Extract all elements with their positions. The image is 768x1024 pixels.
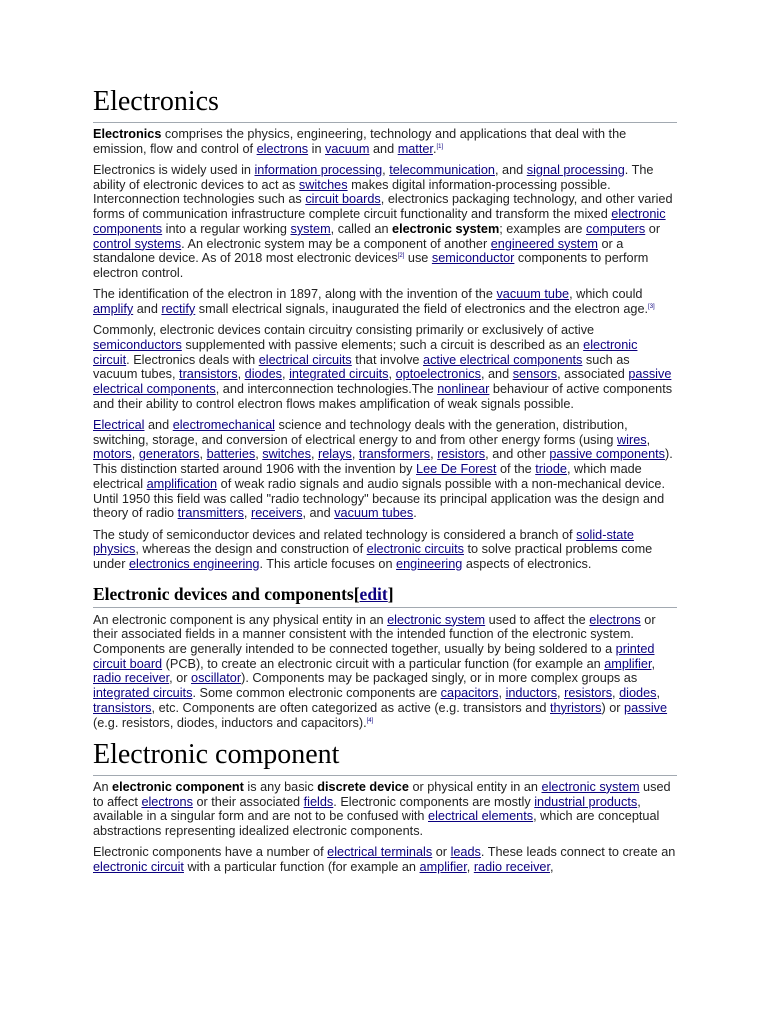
link-amplification[interactable]: amplification bbox=[146, 476, 218, 491]
article-content bbox=[93, 84, 677, 881]
link-active-electrical-components[interactable]: active electrical components bbox=[423, 352, 583, 367]
bold-term: electronic component bbox=[112, 779, 244, 794]
paragraph-intro: Electronics comprises the physics, engineering, technology and applications that deal with the emission, flow and control of electrons in vacuum and matter.[1] bbox=[93, 127, 627, 156]
reference-3[interactable]: [3] bbox=[648, 303, 655, 310]
link-batteries[interactable]: batteries bbox=[206, 447, 256, 462]
link-generators[interactable]: generators bbox=[138, 447, 200, 462]
link-lee-de-forest[interactable]: Lee De Forest bbox=[416, 462, 497, 477]
link-inductors[interactable]: inductors bbox=[505, 686, 558, 701]
reference-1[interactable]: [1] bbox=[436, 143, 444, 150]
link-engineered-system[interactable]: engineered system bbox=[490, 236, 598, 251]
paragraph-circuitry: Commonly, electronic devices contain circuitry consisting primarily or exclusively of active semiconductors supplemented with passive elements; such a circuit is described as an electronic circuit. Electronics deals with electrical circuits that involve active electrical components such as vacuum tubes, transistors, diodes, integrated circuits, optoelectronics, and sensors, associated passive electrical components, and interconnection technologies.The nonlinear behaviour of active components and their ability to control electron flows makes amplification of weak signals possible. bbox=[93, 323, 673, 411]
link-resistors[interactable]: resistors bbox=[437, 447, 486, 462]
link-optoelectronics[interactable]: optoelectronics bbox=[395, 367, 481, 382]
link-switches[interactable]: switches bbox=[262, 447, 311, 462]
link-diodes[interactable]: diodes bbox=[619, 686, 657, 701]
link-electronic-system[interactable]: electronic system bbox=[387, 612, 486, 627]
link-rectify[interactable]: rectify bbox=[161, 301, 196, 316]
paragraph-components: An electronic component is any physical entity in an electronic system used to affect the electrons or their associated fields in a manner consistent with the intended function of the electronic system. Components are generally intended to be connected together, usually by being soldered to a printed circuit board (PCB), to create an electronic circuit with a particular function (for example an amplifier, radio receiver, or oscillator). Components may be packaged singly, or in more complex groups as integrated circuits. Some common electronic components are capacitors, inductors, resistors, diodes, transistors, etc. Components are often categorized as active (e.g. transistors and thyristors) or passive (e.g. resistors, diodes, inductors and capacitors).[4] bbox=[93, 612, 668, 730]
link-information-processing[interactable]: information processing bbox=[254, 163, 383, 177]
link-printed-circuit-board[interactable]: printed circuit board bbox=[93, 642, 655, 671]
link-semiconductor[interactable]: semiconductor bbox=[431, 251, 515, 266]
link-transmitters[interactable]: transmitters bbox=[177, 506, 244, 521]
link-diodes[interactable]: diodes bbox=[244, 367, 283, 382]
paragraph-study: The study of semiconductor devices and related technology is considered a branch of solid-state physics, whereas the design and construction of electronic circuits to solve practical problems come under electronics engineering. This article focuses on engineering aspects of electronics. bbox=[93, 527, 653, 571]
link-electrons[interactable]: electrons bbox=[256, 141, 309, 156]
link-electrical-terminals[interactable]: electrical terminals bbox=[327, 845, 433, 860]
link-semiconductors[interactable]: semiconductors bbox=[93, 337, 182, 352]
link-fields[interactable]: fields bbox=[303, 794, 334, 809]
link-electronics-engineering[interactable]: electronics engineering bbox=[128, 556, 260, 571]
link-radio-receiver[interactable]: radio receiver bbox=[93, 671, 170, 686]
link-integrated-circuits[interactable]: integrated circuits bbox=[93, 686, 193, 701]
link-system[interactable]: system bbox=[290, 221, 331, 236]
link-triode[interactable]: triode bbox=[535, 462, 567, 477]
link-engineering[interactable]: engineering bbox=[396, 556, 463, 571]
link-wires[interactable]: wires bbox=[616, 432, 647, 447]
second-title: Electronic component bbox=[93, 737, 677, 776]
link-oscillator[interactable]: oscillator bbox=[191, 671, 242, 686]
link-passive-electrical-components[interactable]: passive electrical components bbox=[93, 367, 672, 397]
link-motors[interactable]: motors bbox=[93, 447, 132, 462]
paragraph-electrical: Electrical and electromechanical science and technology deals with the generation, distribution, switching, storage, and conversion of electrical energy to and from other energy forms (using wires, motors, generators, batteries, switches, relays, transformers, resistors, and other passive components). This distinction started around 1906 with the invention by Lee De Forest of the triode, which made electrical amplification of weak radio signals and audio signals possible with a non-mechanical device. Until 1950 this field was called "radio technology" because its principal application was the design and theory of radio transmitters, receivers, and vacuum tubes. bbox=[93, 418, 673, 521]
link-integrated-circuits[interactable]: integrated circuits bbox=[289, 367, 389, 382]
link-relays[interactable]: relays bbox=[318, 447, 352, 462]
link-circuit-boards[interactable]: circuit boards bbox=[305, 192, 381, 207]
link-control-systems[interactable]: control systems bbox=[93, 236, 182, 251]
link-electromechanical[interactable]: electromechanical bbox=[172, 418, 275, 433]
link-signal-processing[interactable]: signal processing bbox=[526, 163, 625, 177]
link-matter[interactable]: matter bbox=[397, 141, 433, 156]
link-industrial-products[interactable]: industrial products bbox=[534, 794, 638, 809]
link-passive-components[interactable]: passive components bbox=[549, 447, 665, 462]
link-electronic-circuit[interactable]: electronic circuit bbox=[93, 859, 184, 874]
link-electrons[interactable]: electrons bbox=[589, 612, 641, 627]
link-electronic-components[interactable]: electronic components bbox=[93, 207, 666, 236]
link-electrons[interactable]: electrons bbox=[141, 794, 193, 809]
edit-link[interactable]: edit bbox=[359, 583, 388, 604]
link-nonlinear[interactable]: nonlinear bbox=[437, 382, 490, 397]
link-amplify[interactable]: amplify bbox=[93, 301, 134, 316]
link-resistors[interactable]: resistors bbox=[564, 686, 613, 701]
link-capacitors[interactable]: capacitors bbox=[440, 686, 499, 701]
reference-2[interactable]: [2] bbox=[397, 252, 405, 259]
bold-term: electronic system bbox=[392, 221, 500, 236]
bold-term: Electronics bbox=[93, 127, 162, 141]
link-transistors[interactable]: transistors bbox=[93, 700, 152, 715]
link-transformers[interactable]: transformers bbox=[358, 447, 431, 462]
section-heading: Electronic devices and components[edit] bbox=[93, 582, 677, 608]
link-solid-state-physics[interactable]: solid-state physics bbox=[93, 527, 634, 557]
link-thyristors[interactable]: thyristors bbox=[550, 700, 602, 715]
link-vacuum-tube[interactable]: vacuum tube bbox=[496, 287, 570, 302]
link-amplifier[interactable]: amplifier bbox=[419, 859, 467, 874]
link-electrical-circuits[interactable]: electrical circuits bbox=[258, 352, 352, 367]
link-leads[interactable]: leads bbox=[450, 845, 481, 860]
link-receivers[interactable]: receivers bbox=[250, 506, 303, 521]
paragraph-terminals: Electronic components have a number of electrical terminals or leads. These leads connect to create an electronic circuit with a particular function (for example an amplifier, radio receiver, bbox=[93, 845, 676, 874]
link-sensors[interactable]: sensors bbox=[512, 367, 558, 382]
link-electrical[interactable]: Electrical bbox=[93, 418, 145, 433]
paragraph-history: The identification of the electron in 1897, along with the invention of the vacuum tube, which could amplify and rectify small electrical signals, inaugurated the field of electronics and the electron age.[3] bbox=[93, 287, 655, 316]
link-telecommunication[interactable]: telecommunication bbox=[389, 163, 495, 177]
paragraph-component-definition: An electronic component is any basic discrete device or physical entity in an electronic system used to affect electrons or their associated fields. Electronic components are mostly industrial products, available in a singular form and are not to be confused with electrical elements, which are conceptual abstractions representing idealized electronic components. bbox=[93, 779, 671, 838]
reference-4[interactable]: [4] bbox=[366, 717, 374, 724]
link-amplifier[interactable]: amplifier bbox=[604, 656, 652, 671]
link-vacuum[interactable]: vacuum bbox=[325, 141, 370, 156]
link-computers[interactable]: computers bbox=[586, 221, 646, 236]
link-switches[interactable]: switches bbox=[298, 177, 348, 192]
link-transistors[interactable]: transistors bbox=[179, 367, 238, 382]
link-vacuum-tubes[interactable]: vacuum tubes bbox=[334, 506, 414, 521]
link-electrical-elements[interactable]: electrical elements bbox=[428, 809, 534, 824]
link-electronic-circuit[interactable]: electronic circuit bbox=[93, 337, 638, 367]
bold-term: discrete device bbox=[317, 779, 409, 794]
link-electronic-system[interactable]: electronic system bbox=[541, 779, 640, 794]
page-title: Electronics bbox=[93, 84, 677, 123]
link-passive[interactable]: passive bbox=[624, 700, 668, 715]
paragraph-usage: Electronics is widely used in information processing, telecommunication, and signal processing. The ability of electronic devices to act as switches makes digital information-processing possible. Interconnection technologies such as circuit boards, electronics packaging technology, and other varied forms of communication infrastructure complete circuit functionality and transform the mixed electronic components into a regular working system, called an electronic system; examples are computers or control systems. An electronic system may be a component of another engineered system or a standalone device. As of 2018 most electronic devices[2] use semiconductor components to perform electron control. bbox=[93, 163, 673, 280]
link-electronic-circuits[interactable]: electronic circuits bbox=[366, 542, 464, 557]
link-radio-receiver[interactable]: radio receiver bbox=[473, 859, 550, 874]
